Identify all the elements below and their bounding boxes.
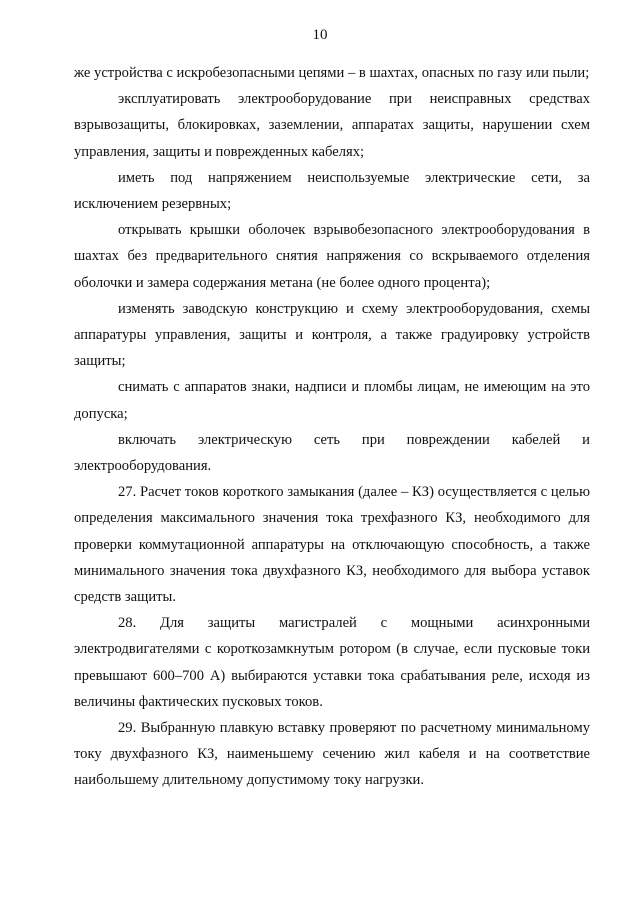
paragraph: изменять заводскую конструкцию и схему электрооборудования, схемы аппаратуры управления, защиты и контроля, а также градуировку устройств защиты; xyxy=(74,300,590,370)
paragraph: открывать крышки оболочек взрывобезопасного электрооборудования в шахтах без предварительного снятия напряжения со вскрываемого отделения оболочки и замера содержания метана (не более одного процента); xyxy=(74,222,590,291)
page-number: 10 xyxy=(312,27,328,43)
paragraph-item-28: 28. Для защиты магистралей с мощными асинхронными электродвигателями с короткозамкнутым ротором (в случае, если пусковые токи превышают 600–700 А) выбираются уставки тока срабатывания реле, исходя из величины фактических пусковых токов. xyxy=(74,615,590,710)
paragraph-item-29: 29. Выбранную плавкую вставку проверяют по расчетному минимальному току двухфазного КЗ, наименьшему сечению жил кабеля и на соответствие наибольшему длительному допустимому току нагрузки. xyxy=(74,720,590,789)
document-body xyxy=(74,60,590,794)
paragraph: снимать с аппаратов знаки, надписи и пломбы лицам, не имеющим на это допуска; xyxy=(74,379,590,422)
paragraph-item-27: 27. Расчет токов короткого замыкания (далее – КЗ) осуществляется с целью определения максимального значения тока трехфазного КЗ, необходимого для проверки коммутационной аппаратуры на отключающую способность, а также минимального значения тока двухфазного КЗ, необходимого для выбора уставок средств защиты. xyxy=(74,484,590,606)
paragraph: включать электрическую сеть при повреждении кабелей и электрооборудования. xyxy=(74,431,590,475)
paragraph: иметь под напряжением неиспользуемые электрические сети, за исключением резервных; xyxy=(74,169,590,213)
paragraph: эксплуатировать электрооборудование при неисправных средствах взрывозащиты, блокировках, заземлении, аппаратах защиты, нарушении схем управления, защиты и поврежденных кабелях; xyxy=(74,91,590,160)
paragraph: же устройства с искробезопасными цепями – в шахтах, опасных по газу или пыли; xyxy=(74,65,590,81)
